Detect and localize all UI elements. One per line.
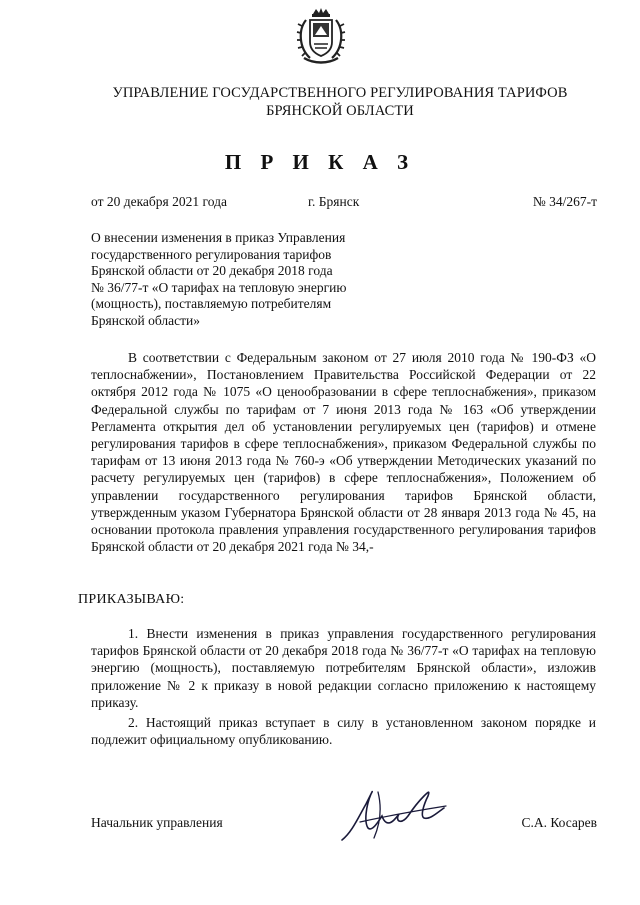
subject-line: Брянской области» [91, 312, 201, 328]
organization-name-line1: УПРАВЛЕНИЕ ГОСУДАРСТВЕННОГО РЕГУЛИРОВАНИЯ ТАРИФОВ [112, 85, 568, 101]
order-item: 1. Внести изменения в приказ управления государственного регулирования тарифов Брянской области от 20 декабря 2018 года № 36/77-т «О тарифах на тепловую энергию (мощность), поставляемую потребителям Брянской области», изложив приложение № 2 к приказу в новой редакции согласно приложению к настоящему приказу. [91, 626, 596, 710]
signatory-role: Начальник управления [91, 815, 223, 830]
preamble-paragraph: В соответствии с Федеральным законом от 27 июля 2010 года № 190-ФЗ «О теплоснабжении», Постановлением Правительства Российской Федерации от 22 октября 2012 года № 1075 «О ценообразовании в сфере теплоснабжения», приказом Федеральной службы по тарифам от 7 июня 2013 года № 163 «Об утверждении Регламента открытия дел об установлении регулируемых цен (тарифов) и отмене регулирования тарифов в сфере теплоснабжения», приказом Федеральной службы по тарифам от 13 июня 2013 года № 760-э «Об утверждении Методических указаний по расчету регулируемых цен (тарифов) в сфере теплоснабжения», Положением об управлении государственного регулирования тарифов Брянской области, утвержденным указом Губернатора Брянской области от 28 января 2013 года № 45, на основании протокола правления управления государственного регулирования тарифов Брянской области от 20 декабря 2021 года № 34,- [91, 350, 596, 555]
subject-line: (мощность), поставляемую потребителям [91, 296, 332, 312]
signatory-name: С.А. Косарев [521, 815, 597, 830]
order-date: от 20 декабря 2021 года [91, 194, 227, 209]
organization-name-line2: БРЯНСКОЙ ОБЛАСТИ [266, 103, 414, 119]
subject-line: О внесении изменения в приказ Управления [91, 230, 346, 245]
coat-of-arms-icon [296, 8, 346, 66]
order-item: 2. Настоящий приказ вступает в силу в установленном законом порядке и подлежит официальному опубликованию. [91, 715, 596, 748]
order-subject [91, 230, 391, 330]
order-city: г. Брянск [308, 194, 360, 209]
subject-line: № 36/77-т «О тарифах на тепловую энергию [91, 279, 347, 295]
document-title: П Р И К А З [224, 150, 416, 174]
order-number: № 34/267-т [532, 194, 597, 209]
subject-line: государственного регулирования тарифов [91, 246, 332, 262]
subject-line: Брянской области от 20 декабря 2018 года [91, 263, 333, 279]
order-keyword: ПРИКАЗЫВАЮ: [78, 592, 185, 607]
handwritten-signature-icon [338, 782, 458, 844]
